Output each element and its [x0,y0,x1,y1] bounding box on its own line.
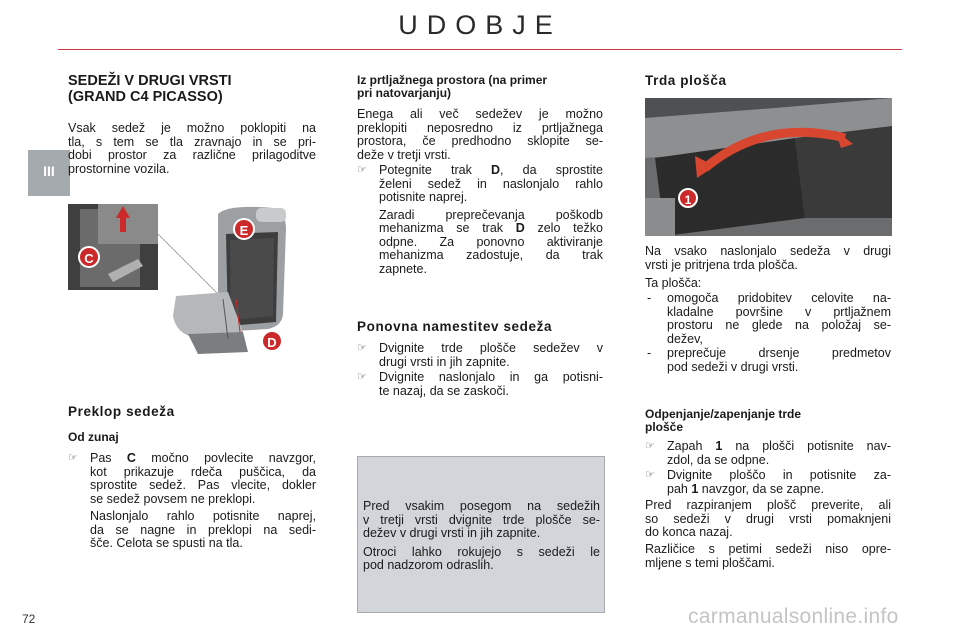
list-item: - preprečuje drsenje predmetov pod sedeži v drugi vrsti. [647,346,891,374]
paragraph: Pred razpiranjem plošč preverite, ali so sedeži v drugi vrsti pomaknjeni do konca nazaj. [645,498,891,539]
page-title: UDOBJE [398,10,562,40]
title-divider [58,49,902,50]
callout-c: C [78,246,100,268]
chapter-tab-label: III [43,163,55,179]
paragraph: Na vsako naslonjalo sedeža v drugi vrsti je pritrjena trda plošča. [645,244,891,272]
section-heading-hard-panel: Trda plošča [645,73,727,88]
section-heading-fold: Preklop sedeža [68,404,175,419]
pointing-hand-icon: ☞ [357,342,367,354]
pointing-hand-icon: ☞ [68,452,78,464]
pointing-hand-icon: ☞ [645,469,655,481]
pointing-hand-icon: ☞ [357,371,367,383]
subheading-unlock: Odpenjanje/zapenjanje trde plošče [645,407,802,434]
page-number: 72 [22,612,36,626]
paragraph-lead: Ta plošča: [645,276,702,290]
paragraph: Različice s petimi sedeži niso opre- mljene s temi ploščami. [645,542,891,570]
callout-1: 1 [678,188,698,208]
pointing-hand-icon: ☞ [645,440,655,452]
watermark: carmanualsonline.info [688,605,899,628]
list-item: ☞ Pas C močno povlecite navzgor, kot prikazuje rdeča puščica, da sprostite sedež. Pas vlecite, dokler se sedež povsem ne preklopi. Naslonjalo rahlo potisnite naprej, da se nagne in preklopi na sedi- šče. Celota se spusti na tla. [68,451,316,550]
list-item: ☞ Dvignite trde plošče sedežev v drugi vrsti in jih zapnite. [357,341,603,369]
hard-panel-illustration [645,98,892,236]
section-heading-second-row: SEDEŽI V DRUGI VRSTI (GRAND C4 PICASSO) [68,73,232,105]
section-heading-refit: Ponovna namestitev sedeža [357,319,553,334]
callout-d: D [261,330,283,352]
seat-illustration [68,204,314,354]
list-item: ☞ Dvignite ploščo in potisnite za- pah 1 navzgor, da se zapne. [645,468,891,496]
paragraph: Enega ali več sedežev je možno preklopiti neposredno iz prtljažnega prostora, če predhodno sklopite se- deže v tretji vrsti. [357,107,603,162]
list-item: - omogoča pridobitev celovite na- kladalne površine v prtljažnem prostoru ne glede na položaj se- dežev, [647,291,891,346]
subheading-from-boot: Iz prtljažnega prostora (na primer pri natovarjanju) [357,73,548,100]
list-item: ☞ Zapah 1 na plošči potisnite nav- zdol, da se odpne. [645,439,891,467]
pointing-hand-icon: ☞ [357,164,367,176]
subheading-outside: Od zunaj [68,430,119,444]
warning-note-box: Pred vsakim posegom na sedežih v tretji vrsti dvignite trde plošče se- dežev v drugi vrsti in jih zapnite. Otroci lahko rokujejo s sedeži le pod nadzorom odraslih. [357,456,605,613]
callout-e: E [233,218,255,240]
list-item: ☞ Dvignite naslonjalo in ga potisni- te nazaj, da se zaskoči. [357,370,603,398]
list-item: ☞ Potegnite trak D, da sprostite želeni sedež in naslonjalo rahlo potisnite naprej. Zaradi preprečevanja poškodb mehanizma se trak D zelo težko odpne. Za ponovno aktiviranje mehanizma zadostuje, da trak zapnete. [357,163,603,276]
intro-paragraph: Vsak sedež je možno poklopiti na tla, s tem se tla zravnajo in se pri- dobi prostor za različne prilagoditve prostornine vozila. [68,121,316,176]
